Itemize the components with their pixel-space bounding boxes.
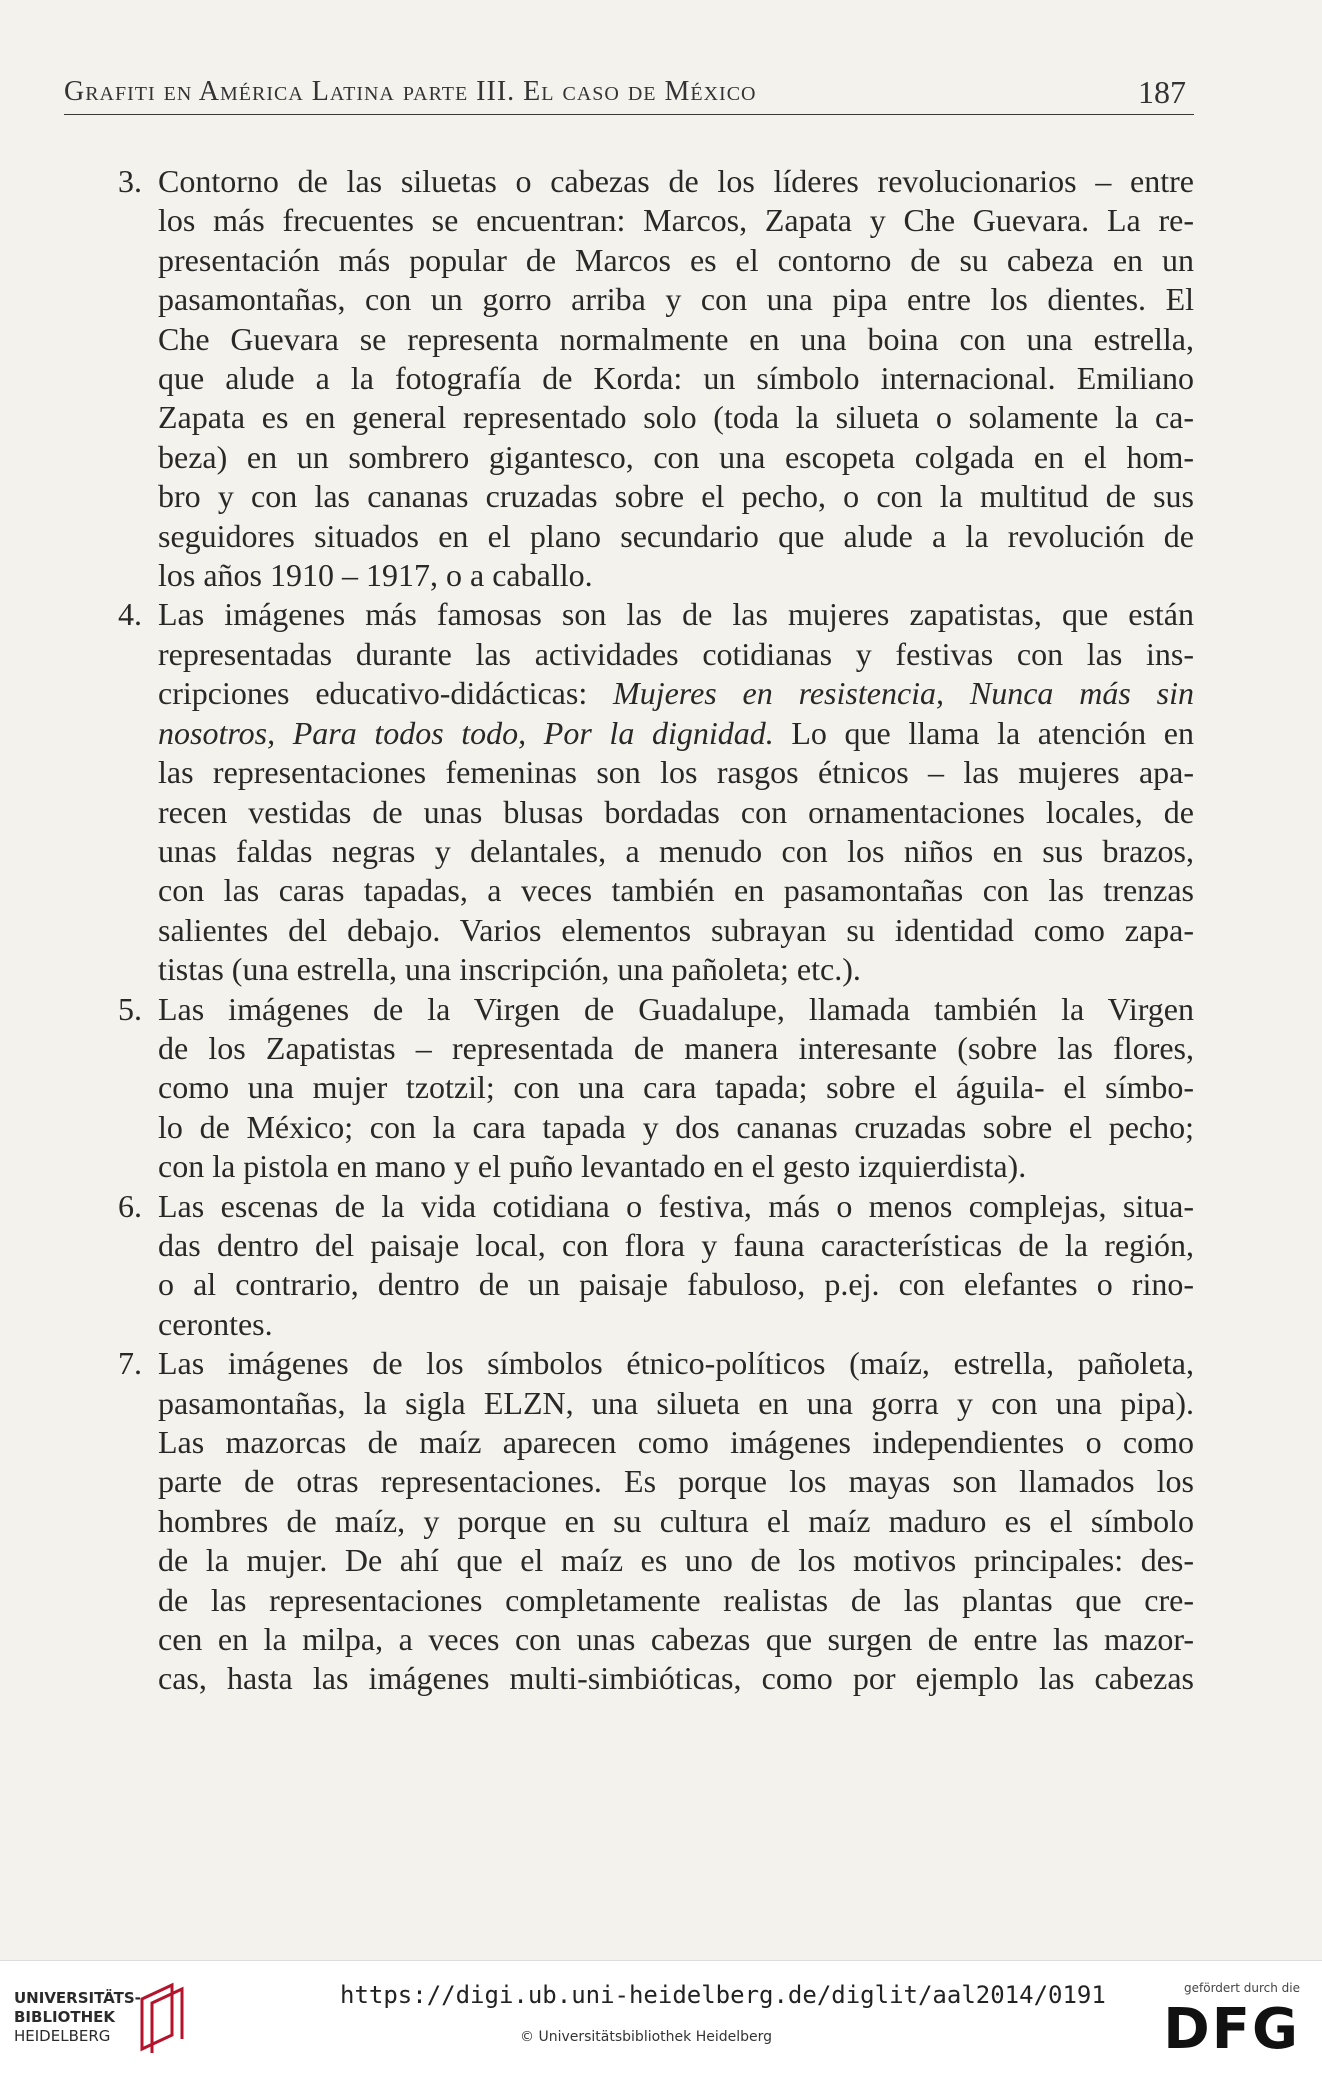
- numbered-list: [118, 162, 1194, 1699]
- text-line: Las escenas de la vida cotidiana o festiva, más o menos complejas, situa-: [158, 1187, 1194, 1224]
- funding-caption: gefördert durch die: [1184, 1981, 1300, 1995]
- text-line: beza) en un sombrero gigantesco, con una escopeta colgada en el hom-: [158, 438, 1194, 475]
- text-line: como una mujer tzotzil; con una cara tapada; sobre el águila- el símbo-: [158, 1069, 1194, 1106]
- text-line: de la mujer. De ahí que el maíz es uno de los motivos principales: des-: [158, 1542, 1194, 1579]
- library-name-line: BIBLIOTHEK: [14, 2008, 115, 2026]
- page-number: 187: [1138, 74, 1186, 110]
- library-logo-icon: [132, 1979, 192, 2057]
- library-name-line: UNIVERSITÄTS-: [14, 1989, 141, 2007]
- text-line: de las representaciones completamente realistas de las plantas que cre-: [158, 1581, 1194, 1618]
- plain-text: Lo que llama la atención en: [773, 714, 1195, 751]
- text-line: bro y con las cananas cruzadas sobre el pecho, o con la multitud de sus: [158, 478, 1194, 515]
- library-name-line: HEIDELBERG: [14, 2027, 111, 2045]
- list-item-text: [158, 1344, 1194, 1699]
- text-line: tistas (una estrella, una inscripción, una pañoleta; etc.).: [158, 951, 861, 988]
- list-item-text: [158, 990, 1194, 1187]
- text-line: presentación más popular de Marcos es el contorno de su cabeza en un: [158, 241, 1194, 278]
- text-line: Contorno de las siluetas o cabezas de los líderes revolucionarios – entre: [158, 163, 1194, 199]
- text-line: salientes del debajo. Varios elementos subrayan su identidad como zapa-: [158, 911, 1194, 948]
- text-line: das dentro del paisaje local, con flora y fauna características de la región,: [158, 1226, 1194, 1263]
- text-line: Las imágenes de los símbolos étnico-políticos (maíz, estrella, pañoleta,: [158, 1345, 1194, 1382]
- list-item-number: 3.: [118, 163, 142, 199]
- text-line: las representaciones femeninas son los rasgos étnicos – las mujeres apa-: [158, 754, 1194, 791]
- list-item-number: 5.: [118, 990, 142, 1027]
- plain-text: cripciones educativo-didácticas:: [158, 675, 614, 712]
- text-line: lo de México; con la cara tapada y dos cananas cruzadas sobre el pecho;: [158, 1108, 1194, 1145]
- text-line: representadas durante las actividades cotidianas y festivas con las ins-: [158, 635, 1194, 672]
- library-logo-text: [14, 1989, 141, 2046]
- text-line: cas, hasta las imágenes multi-simbióticas, como por ejemplo las cabezas: [158, 1660, 1194, 1697]
- dfg-logo: DFG: [1163, 1997, 1300, 2062]
- text-line: Zapata es en general representado solo (toda la silueta o solamente la ca-: [158, 399, 1194, 436]
- list-item-number: 6.: [118, 1187, 142, 1224]
- list-item: [118, 990, 1194, 1187]
- text-line-with-italic: [158, 674, 1194, 713]
- text-line: Las imágenes de la Virgen de Guadalupe, llamada también la Virgen: [158, 990, 1194, 1027]
- text-line: seguidores situados en el plano secundario que alude a la revolución de: [158, 517, 1194, 554]
- list-item: [118, 1187, 1194, 1345]
- text-line: Las mazorcas de maíz aparecen como imágenes independientes o como: [158, 1424, 1194, 1460]
- list-item-text: [158, 162, 1194, 595]
- text-line: los años 1910 – 1917, o a caballo.: [158, 557, 593, 594]
- permalink-url[interactable]: https://digi.ub.uni-heidelberg.de/diglit/aal2014/0191: [340, 1981, 1106, 2009]
- text-line: los más frecuentes se encuentran: Marcos, Zapata y Che Guevara. La re-: [158, 202, 1194, 239]
- text-line: Che Guevara se representa normalmente en una boina con una estrella,: [158, 320, 1194, 357]
- list-item: [118, 595, 1194, 989]
- list-item: [118, 162, 1194, 595]
- digitization-footer: [0, 1960, 1322, 2075]
- text-line: Las imágenes más famosas son las de las mujeres zapatistas, que están: [158, 596, 1194, 633]
- text-line: o al contrario, dentro de un paisaje fabuloso, p.ej. con elefantes o rino-: [158, 1266, 1194, 1303]
- copyright-notice: © Universitätsbibliothek Heidelberg: [520, 2029, 773, 2045]
- text-line: hombres de maíz, y porque en su cultura el maíz maduro es el símbolo: [158, 1502, 1194, 1539]
- italic-slogans: nosotros, Para todos todo, Por la dignidad.: [158, 714, 774, 751]
- text-line: recen vestidas de unas blusas bordadas con ornamentaciones locales, de: [158, 793, 1194, 830]
- list-item-number: 4.: [118, 596, 142, 633]
- text-line: parte de otras representaciones. Es porque los mayas son llamados los: [158, 1463, 1194, 1500]
- running-header: [64, 72, 1194, 115]
- list-item-text: [158, 595, 1194, 989]
- text-line: cen en la milpa, a veces con unas cabezas que surgen de entre las mazor-: [158, 1621, 1194, 1658]
- running-title: Grafiti en América Latina parte III. El caso de México: [64, 76, 757, 107]
- text-line: pasamontañas, la sigla ELZN, una silueta en una gorra y con una pipa).: [158, 1384, 1194, 1421]
- text-line: con la pistola en mano y el puño levantado en el gesto izquierdista).: [158, 1148, 1027, 1185]
- text-line: cerontes.: [158, 1305, 273, 1342]
- list-item-text: [158, 1187, 1194, 1345]
- text-line: unas faldas negras y delantales, a menudo con los niños en sus brazos,: [158, 832, 1194, 869]
- text-line-with-italic: [158, 714, 1194, 753]
- text-line: pasamontañas, con un gorro arriba y con una pipa entre los dientes. El: [158, 281, 1194, 318]
- italic-slogans: Mujeres en resistencia, Nunca más sin: [613, 675, 1195, 712]
- text-line: con las caras tapadas, a veces también en pasamontañas con las trenzas: [158, 872, 1194, 909]
- text-line: que alude a la fotografía de Korda: un símbolo internacional. Emiliano: [158, 360, 1194, 397]
- list-item: [118, 1344, 1194, 1699]
- list-item-number: 7.: [118, 1345, 142, 1382]
- text-line: de los Zapatistas – representada de manera interesante (sobre las flores,: [158, 1029, 1194, 1066]
